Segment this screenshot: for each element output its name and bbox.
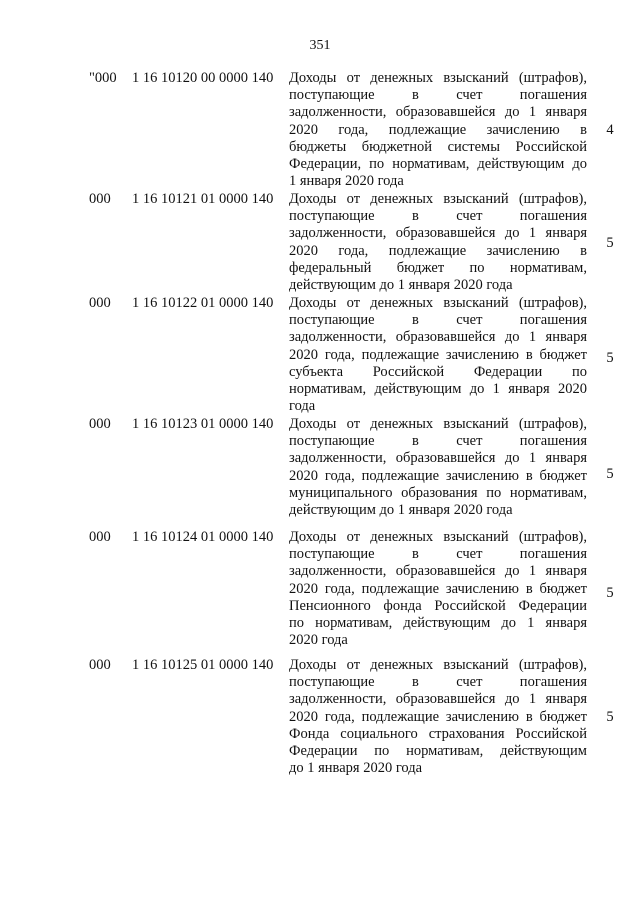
row-description <box>289 416 587 519</box>
description-line: Доходы от денежных взысканий (штрафов), <box>289 191 587 207</box>
budget-classification-code: 1 16 10123 01 0000 140 <box>132 416 274 432</box>
admin-code: 000 <box>89 416 111 432</box>
description-line: Пенсионного фонда Российской Федерации <box>289 597 587 614</box>
description-line: Доходы от денежных взысканий (штрафов), <box>289 416 587 432</box>
description-line: Фонда социального страхования Российской <box>289 725 587 742</box>
description-line: муниципального образования по нормативам, <box>289 484 587 501</box>
description-line: года <box>289 398 316 415</box>
description-line: Доходы от денежных взысканий (штрафов), <box>289 529 587 545</box>
row-value: 5 <box>606 709 614 725</box>
description-line: 2020 года, подлежащие зачислению в бюджет <box>289 467 587 484</box>
page-number: 351 <box>309 38 331 53</box>
description-line: поступающие в счет погашения <box>289 312 587 329</box>
description-line: поступающие в счет погашения <box>289 433 587 450</box>
description-line: до 1 января 2020 года <box>289 760 423 777</box>
description-line: действующим до 1 января 2020 года <box>289 277 513 294</box>
budget-classification-code: 1 16 10120 00 0000 140 <box>132 70 274 86</box>
description-line: Федерации по нормативам, действующим <box>289 743 587 760</box>
description-line: поступающие в счет погашения <box>289 674 587 691</box>
admin-code: 000 <box>89 295 111 311</box>
description-line: задолженности, образовавшейся до 1 января <box>289 450 587 467</box>
row-value: 5 <box>606 585 614 601</box>
description-line: 2020 года, подлежащие зачислению в <box>289 121 587 138</box>
admin-code: "000 <box>89 70 117 86</box>
budget-classification-code: 1 16 10125 01 0000 140 <box>132 657 274 673</box>
description-line: поступающие в счет погашения <box>289 546 587 563</box>
row-description <box>289 529 587 649</box>
description-line: нормативам, действующим до 1 января 2020 <box>289 381 587 398</box>
description-line: бюджеты бюджетной системы Российской <box>289 138 587 155</box>
description-line: субъекта Российской Федерации по <box>289 363 587 380</box>
description-line: задолженности, образовавшейся до 1 января <box>289 691 587 708</box>
budget-classification-code: 1 16 10124 01 0000 140 <box>132 529 274 545</box>
description-line: 1 января 2020 года <box>289 173 404 190</box>
admin-code: 000 <box>89 191 111 207</box>
description-line: 2020 года, подлежащие зачислению в бюджет <box>289 580 587 597</box>
description-line: Федерации, по нормативам, действующим до <box>289 156 587 173</box>
description-line: 2020 года, подлежащие зачислению в бюджет <box>289 708 587 725</box>
description-line: по нормативам, действующим до 1 января <box>289 615 587 632</box>
row-value: 5 <box>606 466 614 482</box>
description-line: поступающие в счет погашения <box>289 208 587 225</box>
budget-classification-code: 1 16 10122 01 0000 140 <box>132 295 274 311</box>
admin-code: 000 <box>89 529 111 545</box>
description-line: поступающие в счет погашения <box>289 87 587 104</box>
row-description <box>289 657 587 777</box>
row-description <box>289 70 587 190</box>
description-line: 2020 года, подлежащие зачислению в <box>289 242 587 259</box>
budget-classification-code: 1 16 10121 01 0000 140 <box>132 191 274 207</box>
description-line: задолженности, образовавшейся до 1 января <box>289 225 587 242</box>
description-line: задолженности, образовавшейся до 1 января <box>289 563 587 580</box>
row-value: 5 <box>606 350 614 366</box>
row-value: 4 <box>606 122 614 138</box>
description-line: 2020 года <box>289 632 348 649</box>
description-line: действующим до 1 января 2020 года <box>289 502 513 519</box>
description-line: 2020 года, подлежащие зачислению в бюджет <box>289 346 587 363</box>
row-value: 5 <box>606 235 614 251</box>
description-line: Доходы от денежных взысканий (штрафов), <box>289 295 587 311</box>
description-line: Доходы от денежных взысканий (штрафов), <box>289 70 587 86</box>
description-line: задолженности, образовавшейся до 1 января <box>289 104 587 121</box>
description-line: задолженности, образовавшейся до 1 января <box>289 329 587 346</box>
row-description <box>289 295 587 415</box>
description-line: Доходы от денежных взысканий (штрафов), <box>289 657 587 673</box>
admin-code: 000 <box>89 657 111 673</box>
description-line: федеральный бюджет по нормативам, <box>289 259 587 276</box>
row-description <box>289 191 587 294</box>
